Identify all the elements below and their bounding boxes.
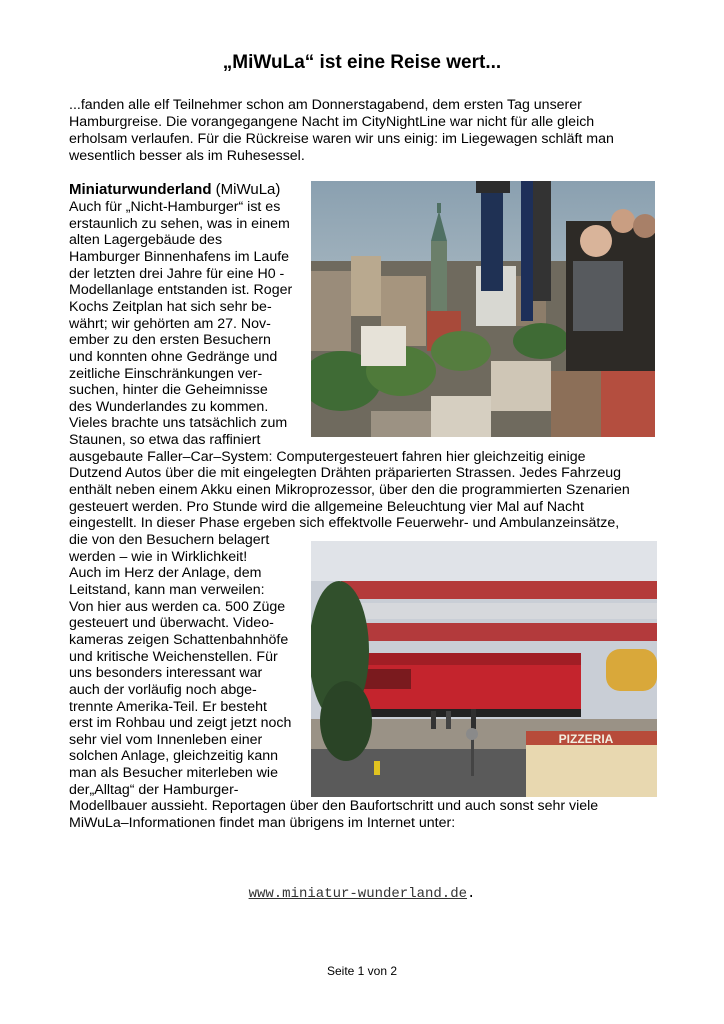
city-model-illustration (311, 181, 655, 437)
section-heading-suffix: (MiWuLa) (211, 181, 281, 198)
body-line: Leitstand, kann man verweilen: (69, 581, 265, 598)
page-footer: Seite 1 von 2 (326, 964, 398, 978)
body-line: werden – wie in Wirklichkeit! (69, 548, 248, 565)
body-line: gesteuert und überwacht. Video- (69, 615, 274, 632)
body-line: enthält neben einem Akku einen Mikroprozessor, über den die programmierten Szenarien (69, 482, 630, 499)
body-line: suchen, hinter die Geheimnisse (69, 382, 268, 399)
website-url (0, 886, 724, 902)
train-station-illustration (311, 541, 657, 797)
body-line: sehr viel vom Innenleben einer (69, 731, 263, 748)
body-line: Staunen, so etwa das raffiniert (69, 432, 261, 449)
body-line: und konnten ohne Gedränge und (69, 348, 278, 365)
body-line: des Wunderlandes zu kommen. (69, 398, 269, 415)
intro-line: erholsam verlaufen. Für die Rückreise waren wir uns einig: im Liegewagen schläft man (69, 131, 614, 147)
body-line: MiWuLa–Informationen findet man übrigens im Internet unter: (69, 815, 456, 832)
body-line: Auch für „Nicht-Hamburger“ ist es (69, 199, 281, 215)
city-model-photo (311, 181, 655, 437)
body-line: erst im Rohbau und zeigt jetzt noch (69, 715, 292, 732)
body-line: erstaunlich zu sehen, was in einem (69, 215, 290, 232)
body-line: alten Lagergebäude des (69, 232, 223, 249)
page-title: „MiWuLa“ ist eine Reise wert... (222, 52, 502, 73)
body-line: Modellbauer aussieht. Reportagen über den Baufortschritt und auch sonst sehr viele (69, 798, 599, 815)
body-line: Vieles brachte uns tatsächlich zum (69, 415, 288, 432)
body-line: solchen Anlage, gleichzeitig kann (69, 748, 279, 765)
body-line: Auch im Herz der Anlage, dem (69, 565, 262, 582)
intro-line: ...fanden alle elf Teilnehmer schon am Donnerstagabend, dem ersten Tag unserer (69, 97, 582, 113)
pizzeria-sign: PIZZERIA (558, 732, 614, 746)
body-line: eingestellt. In dieser Phase ergeben sich effektvolle Feuerwehr- und Ambulanzeinsätze, (69, 515, 620, 532)
body-line: ember zu den ersten Besuchern (69, 332, 271, 349)
body-line: der„Alltag“ der Hamburger- (69, 781, 239, 798)
body-line: kameras zeigen Schattenbahnhöfe (69, 631, 289, 648)
body-line: man als Besucher miterleben wie (69, 765, 278, 782)
body-line: der letzten drei Jahre für eine H0 - (69, 265, 285, 282)
website-link[interactable]: www.miniatur-wunderland.de (248, 886, 468, 902)
body-line: währt; wir gehörten am 27. Nov- (69, 315, 271, 332)
body-line: ausgebaute Faller–Car–System: Computergesteuert fahren hier gleichzeitig einige (69, 448, 586, 465)
body-line: uns besonders interessant war (69, 665, 263, 682)
body-line: und kritische Weichenstellen. Für (69, 648, 278, 665)
body-line: Hamburger Binnenhafens im Laufe (69, 248, 290, 265)
body-line: Dutzend Autos über die mit eingelegten Drähten präparierten Strassen. Jedes Fahrzeug (69, 465, 622, 482)
body-line: Kochs Zeitplan hat sich sehr be- (69, 298, 272, 315)
body-line: Modellanlage entstanden ist. Roger (69, 282, 293, 299)
train-station-photo (311, 541, 657, 797)
body-line: die von den Besuchern belagert (69, 532, 270, 548)
website-url-suffix: . (467, 886, 476, 902)
section-heading (69, 182, 280, 199)
body-line: trennte Amerika-Teil. Er besteht (69, 698, 267, 715)
intro-line: wesentlich besser als im Ruhesessel. (69, 148, 305, 164)
body-line: auch der vorläufig noch abge- (69, 681, 257, 698)
body-line: Von hier aus werden ca. 500 Züge (69, 598, 286, 615)
body-line: zeitliche Einschränkungen ver- (69, 365, 263, 382)
section-heading-bold: Miniaturwunderland (69, 181, 212, 198)
body-line: gesteuert werden. Pro Stunde wird die allgemeine Beleuchtung vier Mal auf Nacht (69, 498, 584, 515)
intro-line: Hamburgreise. Die vorangegangene Nacht im CityNightLine war nicht für alle gleich (69, 114, 595, 130)
